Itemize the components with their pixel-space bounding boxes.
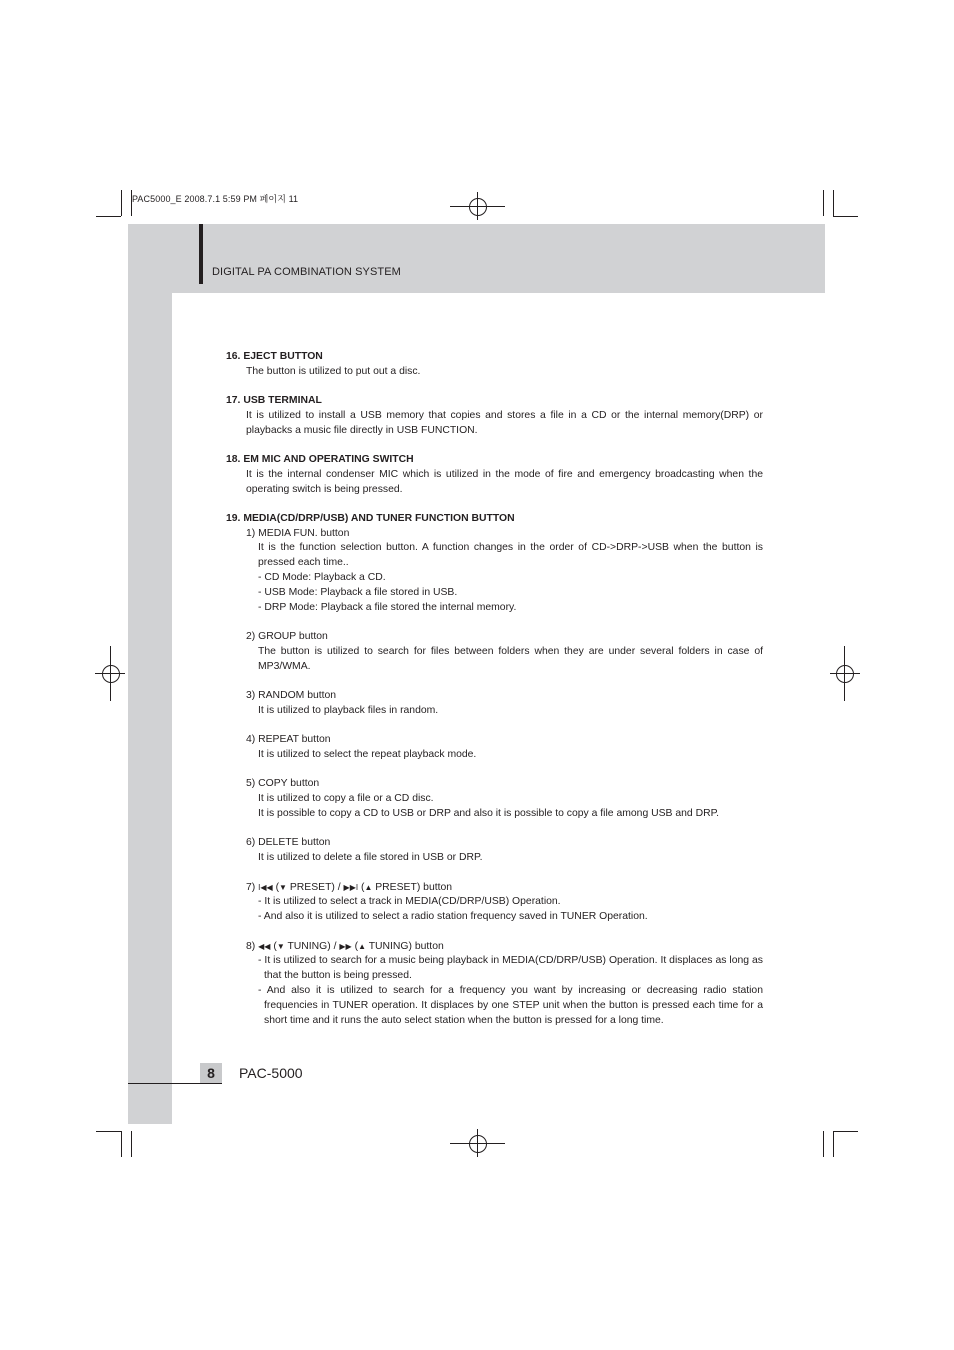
registration-circle (102, 665, 120, 683)
crop-mark (833, 216, 858, 217)
item-number: 7) (246, 881, 256, 893)
paren: ( (360, 881, 365, 893)
rewind-icon: ◀◀ (258, 941, 271, 951)
crop-mark (833, 1131, 834, 1157)
item-body: It is the function selection button. A function changes in the order of CD->DRP->USB when the button is pressed each time.. (258, 542, 763, 569)
item-tuning (246, 940, 763, 1029)
item-number: 8) (246, 940, 256, 952)
item-title: 2) GROUP button (246, 631, 328, 643)
item-title (246, 940, 763, 955)
crop-mark (823, 190, 824, 216)
fast-forward-icon: ▶▶ (339, 941, 352, 951)
section-eject (226, 350, 763, 380)
arrow-up-icon: ▲ (364, 882, 373, 892)
item-repeat (246, 733, 763, 763)
side-band (128, 224, 172, 1124)
item-body: The button is utilized to search for files between folders when they are under several folders in case of MP3/WMA. (258, 645, 763, 672)
item-copy (246, 777, 763, 821)
model-name: PAC-5000 (239, 1065, 303, 1081)
crop-mark (833, 190, 834, 216)
item-title: 5) COPY button (246, 778, 320, 790)
paren: ( (354, 940, 359, 952)
item-body: It is utilized to select the repeat playback mode. (258, 749, 477, 761)
section-title: 18. EM MIC AND OPERATING SWITCH (226, 453, 414, 465)
crop-mark (131, 1131, 132, 1157)
item-line: - It is utilized to select a track in MEDIA(CD/DRP/USB) Operation. (258, 896, 561, 908)
item-line: It is possible to copy a CD to USB or DRP and also it is possible to copy a file among USB and DRP. (258, 808, 720, 819)
crop-mark (96, 216, 121, 217)
header-accent-bar (199, 224, 203, 284)
item-line: - USB Mode: Playback a file stored in USB. (258, 586, 458, 598)
item-body: It is utilized to playback files in random. (258, 704, 439, 716)
item-title: 4) REPEAT button (246, 734, 331, 746)
item-body: It is utilized to delete a file stored in USB or DRP. (258, 852, 483, 864)
item-title (246, 881, 763, 896)
item-group (246, 630, 763, 674)
arrow-down-icon: ▼ (276, 941, 285, 951)
section-em-mic (226, 453, 763, 497)
crop-mark (121, 1131, 122, 1157)
section-body: The button is utilized to put out a disc. (246, 365, 421, 377)
page-number: 8 (207, 1065, 215, 1081)
item-title: 3) RANDOM button (246, 690, 337, 702)
item-title: 6) DELETE button (246, 837, 331, 849)
registration-circle (469, 198, 487, 216)
section-title: 17. USB TERMINAL (226, 395, 322, 407)
footer-rule (128, 1083, 222, 1084)
section-title: 16. EJECT BUTTON (226, 351, 323, 362)
item-line: - It is utilized to search for a music being playback in MEDIA(CD/DRP/USB) Operation. It displaces as long as that the button is being pressed. (258, 955, 763, 982)
item-line: - And also it is utilized to select a radio station frequency saved in TUNER Operation. (258, 911, 648, 923)
item-media-fun (246, 527, 763, 616)
crop-mark (96, 1131, 121, 1132)
arrow-down-icon: ▼ (279, 882, 287, 892)
section-usb-terminal (226, 394, 763, 438)
item-label: PRESET) / (289, 881, 341, 893)
item-label: PRESET) button (375, 881, 453, 893)
page-content (226, 350, 763, 1043)
crop-mark (833, 1131, 858, 1132)
item-line: - DRP Mode: Playback a file stored the internal memory. (258, 601, 517, 613)
item-line: - And also it is utilized to search for a frequency you want by increasing or decreasing radio station frequencies in TUNER operation. It displaces by one STEP unit when the button is pressed each time for a short time and it runs the auto select station when the button is pressed for a long time. (258, 984, 763, 1026)
print-slug: PAC5000_E 2008.7.1 5:59 PM 페이지 11 (132, 194, 299, 204)
paren: ( (273, 940, 277, 952)
section-title: 19. MEDIA(CD/DRP/USB) AND TUNER FUNCTION BUTTON (226, 512, 515, 524)
skip-forward-icon: ▶▶I (343, 882, 359, 892)
item-random (246, 689, 763, 719)
paren: ( (275, 881, 280, 893)
item-line: - CD Mode: Playback a CD. (258, 572, 386, 584)
crop-mark (121, 190, 122, 216)
crop-mark (823, 1131, 824, 1157)
item-line: It is utilized to copy a file or a CD disc. (258, 793, 434, 805)
item-label: TUNING) button (368, 940, 444, 952)
item-delete (246, 836, 763, 866)
item-label: TUNING) / (287, 940, 337, 952)
registration-circle (469, 1135, 487, 1153)
header-title: DIGITAL PA COMBINATION SYSTEM (212, 266, 401, 278)
item-preset (246, 881, 763, 925)
section-media-tuner (226, 512, 763, 1028)
section-body: It is the internal condenser MIC which is utilized in the mode of fire and emergency broadcasting when the operating switch is being pressed. (246, 468, 763, 495)
section-body: It is utilized to install a USB memory that copies and stores a file in a CD or the internal memory(DRP) or playbacks a music file directly in USB FUNCTION. (246, 409, 763, 436)
item-title: 1) MEDIA FUN. button (246, 527, 350, 539)
header-band (128, 224, 825, 293)
arrow-up-icon: ▲ (358, 941, 366, 951)
skip-back-icon: I◀◀ (258, 882, 273, 892)
content-corner (172, 293, 216, 337)
registration-circle (836, 665, 854, 683)
